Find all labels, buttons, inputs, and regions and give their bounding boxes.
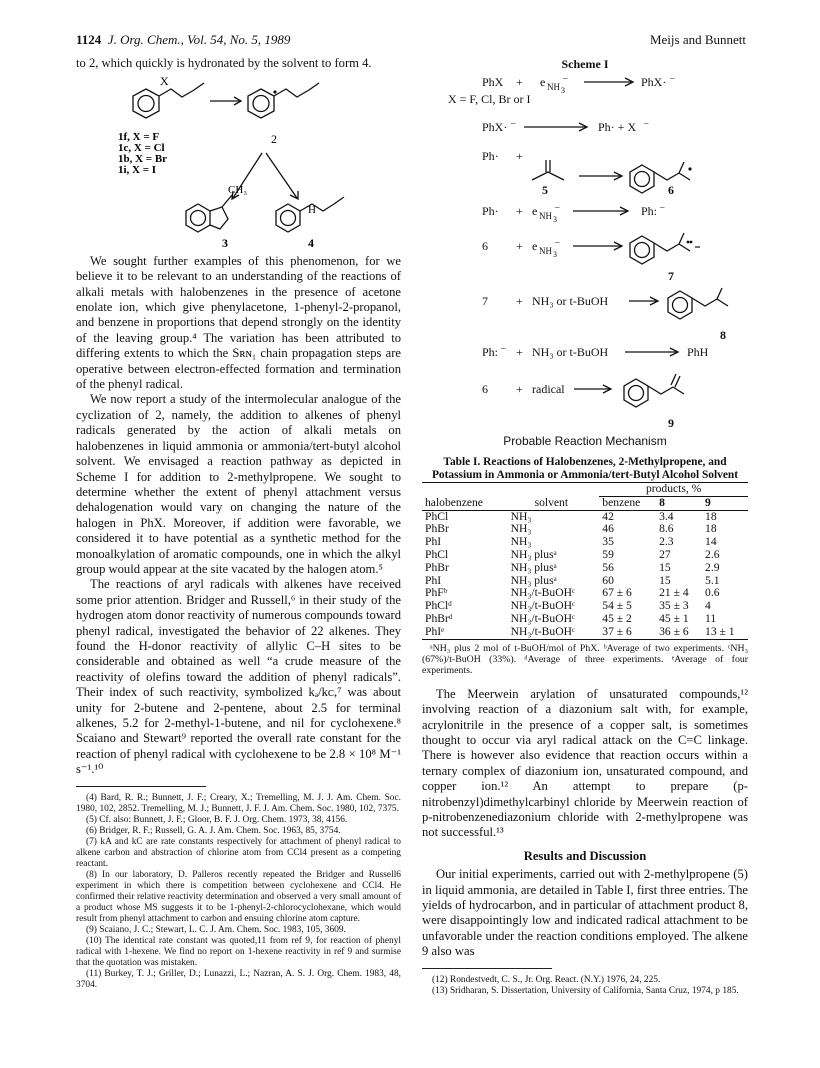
col-benzene: benzene xyxy=(602,495,641,509)
r2-product: Ph· + X xyxy=(598,120,637,134)
table-cell: 46 xyxy=(602,522,614,536)
table-cell: 54 ± 5 xyxy=(602,599,632,613)
r5-electron-charge: – xyxy=(555,237,560,247)
table-cell: 36 ± 6 xyxy=(659,624,689,638)
table-row xyxy=(422,549,748,562)
r1-electron-sub3: 3 xyxy=(561,86,565,95)
table-cell: NH₃ xyxy=(510,522,532,536)
results-table xyxy=(422,482,748,639)
table-cell: NH₃ xyxy=(510,535,532,549)
r2-reactant: PhX· xyxy=(482,120,508,134)
col-solvent: solvent xyxy=(534,495,569,509)
r1-plus: + xyxy=(516,75,523,89)
r1-electron-sub: NH xyxy=(547,82,560,92)
footnotes-left xyxy=(76,793,401,991)
footnote-7: (7) kA and kC are rate constants respectively for attachment of phenyl radical to alkene carbon and abstraction of chlorine atom from CCl4 present as a competing reactant. xyxy=(76,836,401,869)
table-cell: 45 ± 1 xyxy=(659,611,689,625)
table-cell: 0.6 xyxy=(705,586,720,600)
header-left xyxy=(76,32,290,48)
table-cell: 4 xyxy=(705,599,711,613)
header-authors: Meijs and Bunnett xyxy=(649,32,746,47)
table-cell: NH₃ plusᵃ xyxy=(510,573,557,587)
r5-reactant: 6 xyxy=(482,239,488,253)
table-cell: NH₃ plusᵃ xyxy=(510,547,557,561)
r1-product: PhX· xyxy=(641,75,667,89)
r4-reactant: Ph· xyxy=(482,204,499,218)
footnote-divider-right xyxy=(422,968,552,969)
r4-plus: + xyxy=(516,204,523,218)
table-cell: 8.6 xyxy=(659,522,674,536)
paragraph-results: Our initial experiments, carried out with 2-methylpropene (5) in liquid ammonia, are detailed in Table I, first three entries. The yields of hydrocarbon, and in particular of attachment product 8, were disappointingly low and indicated radical attachment to be unfavorable under the reaction conditions employed. The alkene 9 also was xyxy=(422,867,748,959)
table-cell: PhI xyxy=(425,573,442,587)
scheme-title: Scheme I xyxy=(561,57,609,71)
table-cell: 35 xyxy=(602,535,614,549)
footnote-11: (11) Burkey, T. J.; Griller, D.; Lunazzi, L.; Nazran, A. S. J. Org. Chem. 1983, 48, 3704. xyxy=(76,968,401,990)
table-row xyxy=(422,626,748,639)
r4-electron-sub3: 3 xyxy=(553,215,557,224)
r3-reactant: Ph· xyxy=(482,149,499,163)
table-row xyxy=(422,587,748,600)
table-cell: NH₃ plusᵃ xyxy=(510,560,557,574)
table-cell: NH₃/t-BuOHᶜ xyxy=(510,599,575,613)
left-column xyxy=(76,56,401,991)
table-cell: 2.9 xyxy=(705,560,720,574)
r2-reactant-charge: – xyxy=(511,118,516,128)
paragraph-1: We sought further examples of this phenomenon, for we believe it to be relevant to an understanding of the reactions of alkali metals with halobenzenes in the presence of acetone enolate ion, which give phenylacetone, 1-phenyl-2-propanol, and benzene in proportions that depend strongly on the identity of the leaving group.⁴ The variation has been attributed to differing extents to which the Sʀɴ₁ chain propagation steps are operative between electron-effected formation and termination of the phenyl radical. xyxy=(76,253,401,392)
label-ch3: CH₃ xyxy=(228,184,248,197)
r6-reagent: NH₃ or t-BuOH xyxy=(532,294,609,308)
table-cell: 27 xyxy=(659,547,671,561)
table-row xyxy=(422,613,748,626)
r8-reactant: 6 xyxy=(482,382,488,396)
footnote-9: (9) Scaiano, J. C.; Stewart, L. C. J. Am. Chem. Soc. 1983, 105, 3609. xyxy=(86,924,346,935)
table-cell: 2.6 xyxy=(705,547,720,561)
r7-reagent: NH₃ or t-BuOH xyxy=(532,345,609,359)
table-cell: 21 ± 4 xyxy=(659,586,689,600)
table-row xyxy=(422,523,748,536)
table-cell: 59 xyxy=(602,547,614,561)
scheme-i xyxy=(422,56,748,448)
table-cell: 15 xyxy=(659,573,671,587)
right-column xyxy=(422,56,748,997)
label-1i: 1i, X = I xyxy=(118,164,157,177)
table-cell: NH₃/t-BuOHᶜ xyxy=(510,624,575,638)
table-cell: 18 xyxy=(705,509,717,523)
table-cell: PhClᵈ xyxy=(425,599,452,613)
r1-electron-charge: – xyxy=(563,73,568,83)
r1-electron: e xyxy=(540,75,546,89)
table-cell: PhCl xyxy=(425,547,449,561)
footnote-12: (12) Rondestvedt, C. S., Jr. Org. React. (N.Y.) 1976, 24, 225. xyxy=(432,974,661,985)
table-notes: ᵃNH₃ plus 2 mol of t-BuOH/mol of PhX. ᵇAverage of two experiments. ᶜNH₃ (67%)/t-BuOH (33%). ᵈAverage of three experiments. ᵉAverage of four experiments. xyxy=(422,642,748,677)
label-2: 2 xyxy=(271,132,277,147)
r6-plus: + xyxy=(516,294,523,308)
table-body xyxy=(422,510,748,638)
footnote-10: (10) The identical rate constant was quoted,11 from ref 9, for reaction of phenyl radical with 1-hexene. We find no report on 1-hexene reactivity in ref 9 and surmise that the quotation was mistaken. xyxy=(76,935,401,968)
table-cell: PhBrᵈ xyxy=(425,611,453,625)
table-caption: Table I. Reactions of Halobenzenes, 2-Methylpropene, and Potassium in Ammonia or Ammonia/tert-Butyl Alcohol Solvent xyxy=(431,456,739,482)
r7-plus: + xyxy=(516,345,523,359)
footnotes-right xyxy=(422,975,748,997)
r7-charge: – xyxy=(501,343,506,353)
table-row xyxy=(422,575,748,588)
table-row xyxy=(422,600,748,613)
table-cell: 3.4 xyxy=(659,509,674,523)
footnote-divider xyxy=(76,786,206,787)
table-cell: 14 xyxy=(705,535,717,549)
products-header: products, % xyxy=(599,483,748,497)
paragraph-3: The reactions of aryl radicals with alkenes have received some prior attention. Bridger and Russell,⁶ in their study of the hydrogen atom donor reactivity of numerous compounds toward phenyl radical, investigated the behavior of 22 alkenes. They found the H-donor reactivity of allylic C–H sites to be considerable and obtained as well “a crude measure of the reactivity of olefins toward the addition of phenyl radicals”. Their index of such reactivity, symbolized kₐ/kᴄ,⁷ was about unity for 2-butene and 2-pentene, about 2.5 for terminal alkenes, 5.2 for 2-methyl-1-butene, and nil for cyclohexene.⁸ Scaiano and Stewart⁹ reported the overall rate constant for the reaction of phenyl radical with cyclohexene to be 2.8 × 10⁸ M⁻¹ s⁻¹.¹⁰ xyxy=(76,577,401,777)
label-1c: 1c, X = Cl xyxy=(118,142,165,155)
table-cell: 67 ± 6 xyxy=(602,586,632,600)
label-7: 7 xyxy=(668,269,674,283)
r3-plus: + xyxy=(516,149,523,163)
table-cell: NH₃/t-BuOHᶜ xyxy=(510,611,575,625)
r5-electron: e xyxy=(532,239,538,253)
r5-electron-sub: NH xyxy=(539,246,552,256)
col-9: 9 xyxy=(705,495,711,509)
table-cell: 37 ± 6 xyxy=(602,624,632,638)
paragraph-2: We now report a study of the intermolecular analogue of the cyclization of 2, namely, the addition to alkenes of phenyl radicals generated by the action of alkali metals on halobenzenes in liquid ammonia or ammonia/tert-butyl alcohol solvent. We envisaged a reaction pathway as depicted in Scheme I for addition to 2-methylpropene. We sought to determine whether the extent of phenyl attachment versus dehalogenation would vary on changing the nature of the halogen in PhX. Moreover, if addition were favorable, we considered it to have potential as a synthetic method for the monoalkylation of aromatic compounds, one in which the alkyl group would appear at the site vacated by the halogen atom.⁵ xyxy=(76,392,401,576)
col-8: 8 xyxy=(659,495,665,509)
label-x: X xyxy=(160,74,169,89)
r6-reactant: 7 xyxy=(482,294,488,308)
table-cell: 60 xyxy=(602,573,614,587)
r7-product: PhH xyxy=(687,345,709,359)
table-cell: 42 xyxy=(602,509,614,523)
scheme-caption: Probable Reaction Mechanism xyxy=(503,434,667,448)
r7-reactant: Ph: xyxy=(482,345,499,359)
label-h: H xyxy=(308,204,316,217)
table-cell: NH₃ xyxy=(510,509,532,523)
r1-reactant: PhX xyxy=(482,75,504,89)
table-cell: PhBr xyxy=(425,560,449,574)
table-cell: 2.3 xyxy=(659,535,674,549)
r4-product: Ph: xyxy=(641,204,658,218)
label-1f: 1f, X = F xyxy=(118,131,160,144)
x-definition: X = F, Cl, Br or I xyxy=(448,92,531,106)
label-6: 6 xyxy=(668,183,674,197)
r5-electron-sub3: 3 xyxy=(553,250,557,259)
r4-electron-sub: NH xyxy=(539,211,552,221)
cyclization-figure xyxy=(76,71,401,249)
r5-plus: + xyxy=(516,239,523,253)
page-number: 1124 xyxy=(76,32,102,47)
r1-product-charge: – xyxy=(670,73,675,83)
table-row xyxy=(422,562,748,575)
label-4: 4 xyxy=(308,236,314,250)
table-cell: PhCl xyxy=(425,509,449,523)
table-cell: 35 ± 3 xyxy=(659,599,689,613)
paragraph-meerwein: The Meerwein arylation of unsaturated compounds,¹² involving reaction of a diazonium salt with, for example, acrylonitrile in the presence of a copper salt, is sometimes thought to occur via aryl radical attack on the C=C linkage. There is however also evidence that reaction occurs within a ternary complex of diazonium ion, unsaturated compound, and copper ion.¹² An attempt to prepare (p-nitrobenzyl)dimethylcarbinyl chloride by Meerwein reaction of p-nitrobenzenediazonium chloride with 2-methylpropene was not successful.¹³ xyxy=(422,686,748,840)
table-cell: 13 ± 1 xyxy=(705,624,735,638)
table-cell: NH₃/t-BuOHᶜ xyxy=(510,586,575,600)
table-cell: 18 xyxy=(705,522,717,536)
footnote-5: (5) Cf. also: Bunnett, J. F.; Gloor, B. F. J. Org. Chem. 1973, 38, 4156. xyxy=(86,814,348,825)
r4-electron-charge: – xyxy=(555,202,560,212)
table-cell: PhI xyxy=(425,535,442,549)
table-cell: 45 ± 2 xyxy=(602,611,632,625)
r4-electron: e xyxy=(532,204,538,218)
section-heading: Results and Discussion xyxy=(523,848,647,863)
table-row xyxy=(422,510,748,523)
table-cell: PhIᵉ xyxy=(425,624,445,638)
label-3: 3 xyxy=(222,236,228,250)
footnote-13: (13) Sridharan, S. Dissertation, University of California, Santa Cruz, 1974, p 185. xyxy=(432,985,739,996)
table-bottom-rule xyxy=(422,639,748,640)
table-row xyxy=(422,536,748,549)
table-cell: 15 xyxy=(659,560,671,574)
table-cell: 56 xyxy=(602,560,614,574)
footnote-4: (4) Bard, R. R.; Bunnett, J. F.; Creary, X.; Tremelling, M. J. J. Am. Chem. Soc. 1980, 102, 2852. Tremelling, M. J.; Bunnett, J. F. J. Am. Chem. Soc. 1980, 102, 7375. xyxy=(76,792,401,814)
r2-product-charge: – xyxy=(644,118,649,128)
table-cell: PhBr xyxy=(425,522,449,536)
r8-plus: + xyxy=(516,382,523,396)
col-halobenzene: halobenzene xyxy=(425,495,483,509)
footnote-6: (6) Bridger, R. F.; Russell, G. A. J. Am. Chem. Soc. 1963, 85, 3754. xyxy=(86,825,341,836)
r8-reagent: radical xyxy=(532,382,565,396)
table-cell: 5.1 xyxy=(705,573,720,587)
label-5: 5 xyxy=(542,183,548,197)
journal-citation: J. Org. Chem., Vol. 54, No. 5, 1989 xyxy=(107,32,291,47)
table-cell: 11 xyxy=(705,611,717,625)
r4-product-charge: – xyxy=(660,202,665,212)
label-8: 8 xyxy=(720,328,726,342)
page-header xyxy=(76,32,746,52)
label-1b: 1b, X = Br xyxy=(118,153,168,166)
paragraph-continuation: to 2, which quickly is hydronated by the solvent to form 4. xyxy=(76,56,372,70)
footnote-8: (8) In our laboratory, D. Palleros recently repeated the Bridger and Russell6 experiment in which there is competition between cyclohexene and CCl4. He confirmed their relative reactivity determination and observed a very small amount of a product whose MS suggests it to be 1-phenyl-2-chlorocyclohexane, which would result from phenyl attachment to carbon and ensuing chlorine atom capture. xyxy=(76,869,401,924)
table-cell: PhFᵇ xyxy=(425,586,448,600)
label-9: 9 xyxy=(668,416,674,430)
